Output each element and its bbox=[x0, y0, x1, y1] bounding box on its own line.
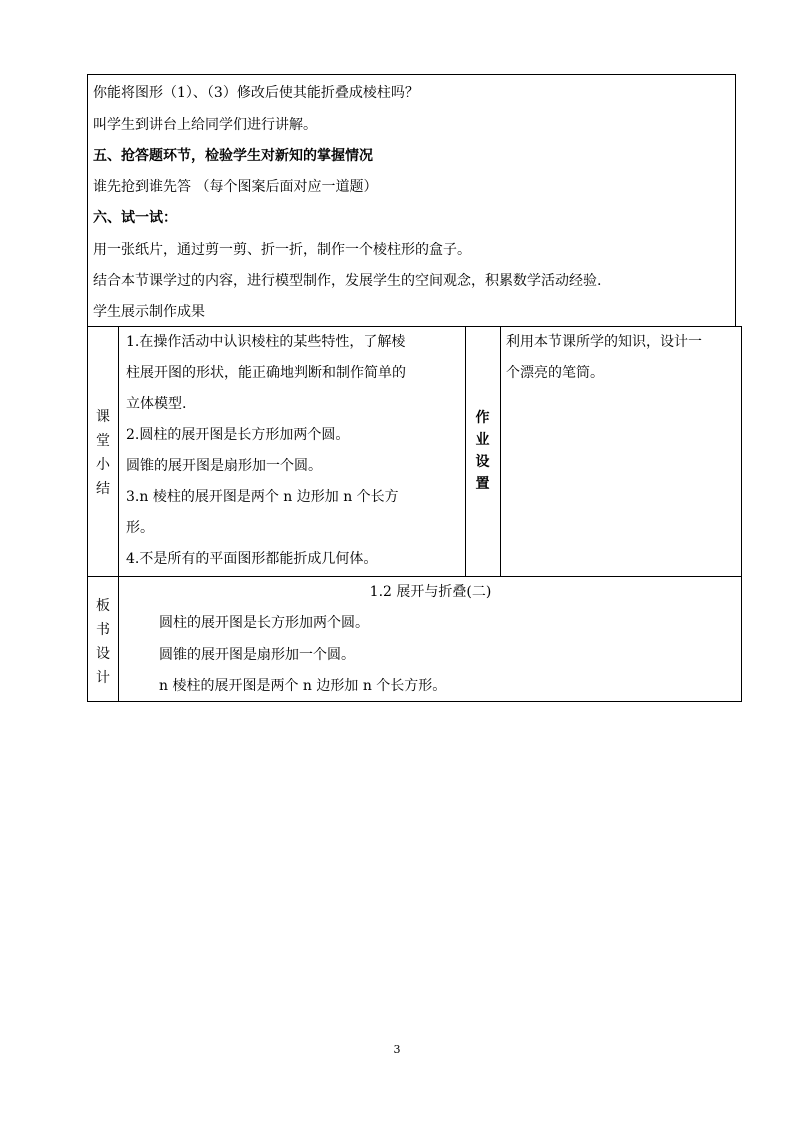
summary-row bbox=[87, 326, 742, 577]
divider bbox=[118, 327, 119, 576]
board-design-row bbox=[87, 576, 742, 702]
board-title: 1.2 展开与折叠(二) bbox=[369, 584, 492, 600]
summary-line: 圆锥的展开图是扇形加一个圆。 bbox=[126, 458, 322, 474]
summary-line: 形。 bbox=[126, 520, 154, 536]
text-line: 学生展示制作成果 bbox=[93, 304, 205, 320]
section-heading: 五、抢答题环节，检验学生对新知的掌握情况 bbox=[93, 148, 373, 164]
summary-label: 课 堂 小 结 bbox=[96, 409, 110, 497]
divider bbox=[500, 327, 501, 576]
section-heading: 六、试一试： bbox=[93, 210, 177, 226]
summary-content bbox=[126, 327, 462, 575]
summary-line: 3.n 棱柱的展开图是两个 n 边形加 n 个长方 bbox=[126, 489, 399, 505]
homework-content bbox=[506, 327, 738, 389]
summary-line: 1.在操作活动中认识棱柱的某些特性，了解棱 bbox=[126, 334, 406, 350]
board-line: 圆锥的展开图是扇形加一个圆。 bbox=[159, 647, 355, 663]
page-number: 3 bbox=[393, 1043, 401, 1056]
summary-line: 2.圆柱的展开图是长方形加两个圆。 bbox=[126, 427, 350, 443]
text-line: 结合本节课学过的内容，进行模型制作，发展学生的空间观念，积累数学活动经验. bbox=[93, 273, 602, 289]
homework-label: 作 业 设 置 bbox=[475, 410, 490, 492]
board-line: 圆柱的展开图是长方形加两个圆。 bbox=[159, 615, 369, 631]
text-line: 叫学生到讲台上给同学们进行讲解。 bbox=[93, 117, 317, 133]
text-line: 谁先抢到谁先答 （每个图案后面对应一道题） bbox=[93, 179, 378, 195]
homework-line: 个漂亮的笔筒。 bbox=[506, 365, 604, 381]
summary-line: 4.不是所有的平面图形都能折成几何体。 bbox=[126, 551, 378, 567]
homework-line: 利用本节课所学的知识，设计一 bbox=[506, 334, 702, 350]
text-line: 用一张纸片，通过剪一剪、折一折，制作一个棱柱形的盒子。 bbox=[93, 242, 471, 258]
summary-line: 立体模型. bbox=[126, 396, 187, 412]
text-line: 你能将图形（1）、（3）修改后使其能折叠成棱柱吗？ bbox=[93, 85, 419, 101]
board-label: 板 书 设 计 bbox=[96, 598, 110, 686]
summary-line: 柱展开图的形状，能正确地判断和制作简单的 bbox=[126, 365, 406, 381]
board-line: n 棱柱的展开图是两个 n 边形加 n 个长方形。 bbox=[159, 678, 447, 694]
lesson-process-cell bbox=[87, 74, 736, 326]
